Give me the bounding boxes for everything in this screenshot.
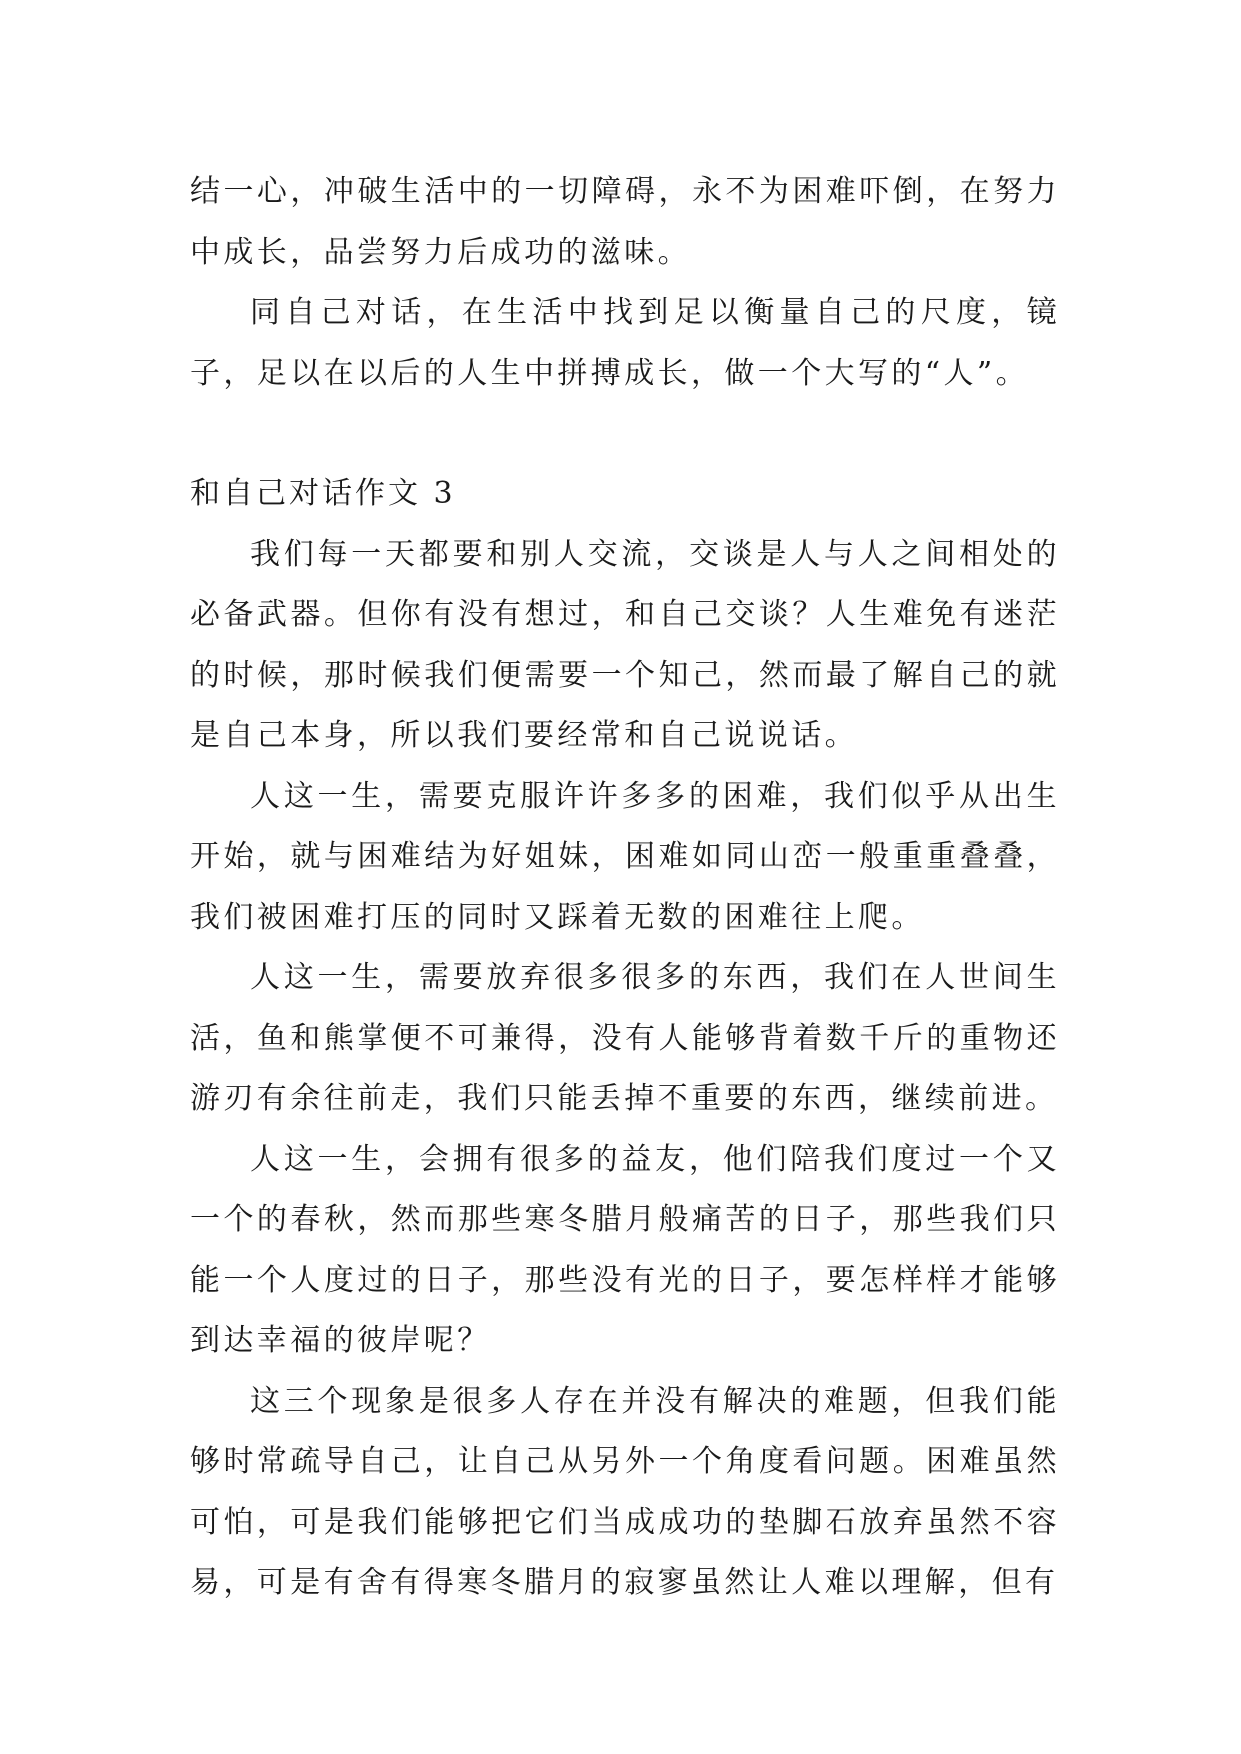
paragraph-continued: 结一心，冲破生活中的一切障碍，永不为困难吓倒，在努力中成长，品尝努力后成功的滋味。 <box>190 174 1060 270</box>
paragraph: 我们每一天都要和别人交流，交谈是人与人之间相处的必备武器。但你有没有想过，和自己交谈？人生难免有迷茫的时候，那时候我们便需要一个知己，然而最了解自己的就是自己本身，所以我们要经常和自己说说话。 <box>190 536 1060 753</box>
paragraph: 人这一生，会拥有很多的益友，他们陪我们度过一个又一个的春秋，然而那些寒冬腊月般痛苦的日子，那些我们只能一个人度过的日子，那些没有光的日子，要怎样样才能够到达幸福的彼岸呢？ <box>190 1141 1060 1358</box>
paragraph: 人这一生，需要放弃很多很多的东西，我们在人世间生活，鱼和熊掌便不可兼得，没有人能够背着数千斤的重物还游刃有余往前走，我们只能丢掉不重要的东西，继续前进。 <box>190 960 1060 1116</box>
paragraph: 人这一生，需要克服许许多多的困难，我们似乎从出生开始，就与困难结为好姐妹，困难如同山峦一般重重叠叠，我们被困难打压的同时又踩着无数的困难往上爬。 <box>190 778 1060 935</box>
paragraph: 这三个现象是很多人存在并没有解决的难题，但我们能够时常疏导自己，让自己从另外一个角度看问题。困难虽然可怕，可是我们能够把它们当成成功的垫脚石放弃虽然不容易，可是有舍有得寒冬腊月的寂寥虽然让人难以理解，但有 <box>190 1383 1060 1600</box>
section-spacer <box>190 404 1060 464</box>
section-title: 和自己对话作文 3 <box>190 476 456 511</box>
document-body <box>190 162 1060 1614</box>
paragraph: 同自己对话，在生活中找到足以衡量自己的尺度，镜子，足以在以后的人生中拼搏成长，做一个大写的“人”。 <box>190 295 1060 391</box>
